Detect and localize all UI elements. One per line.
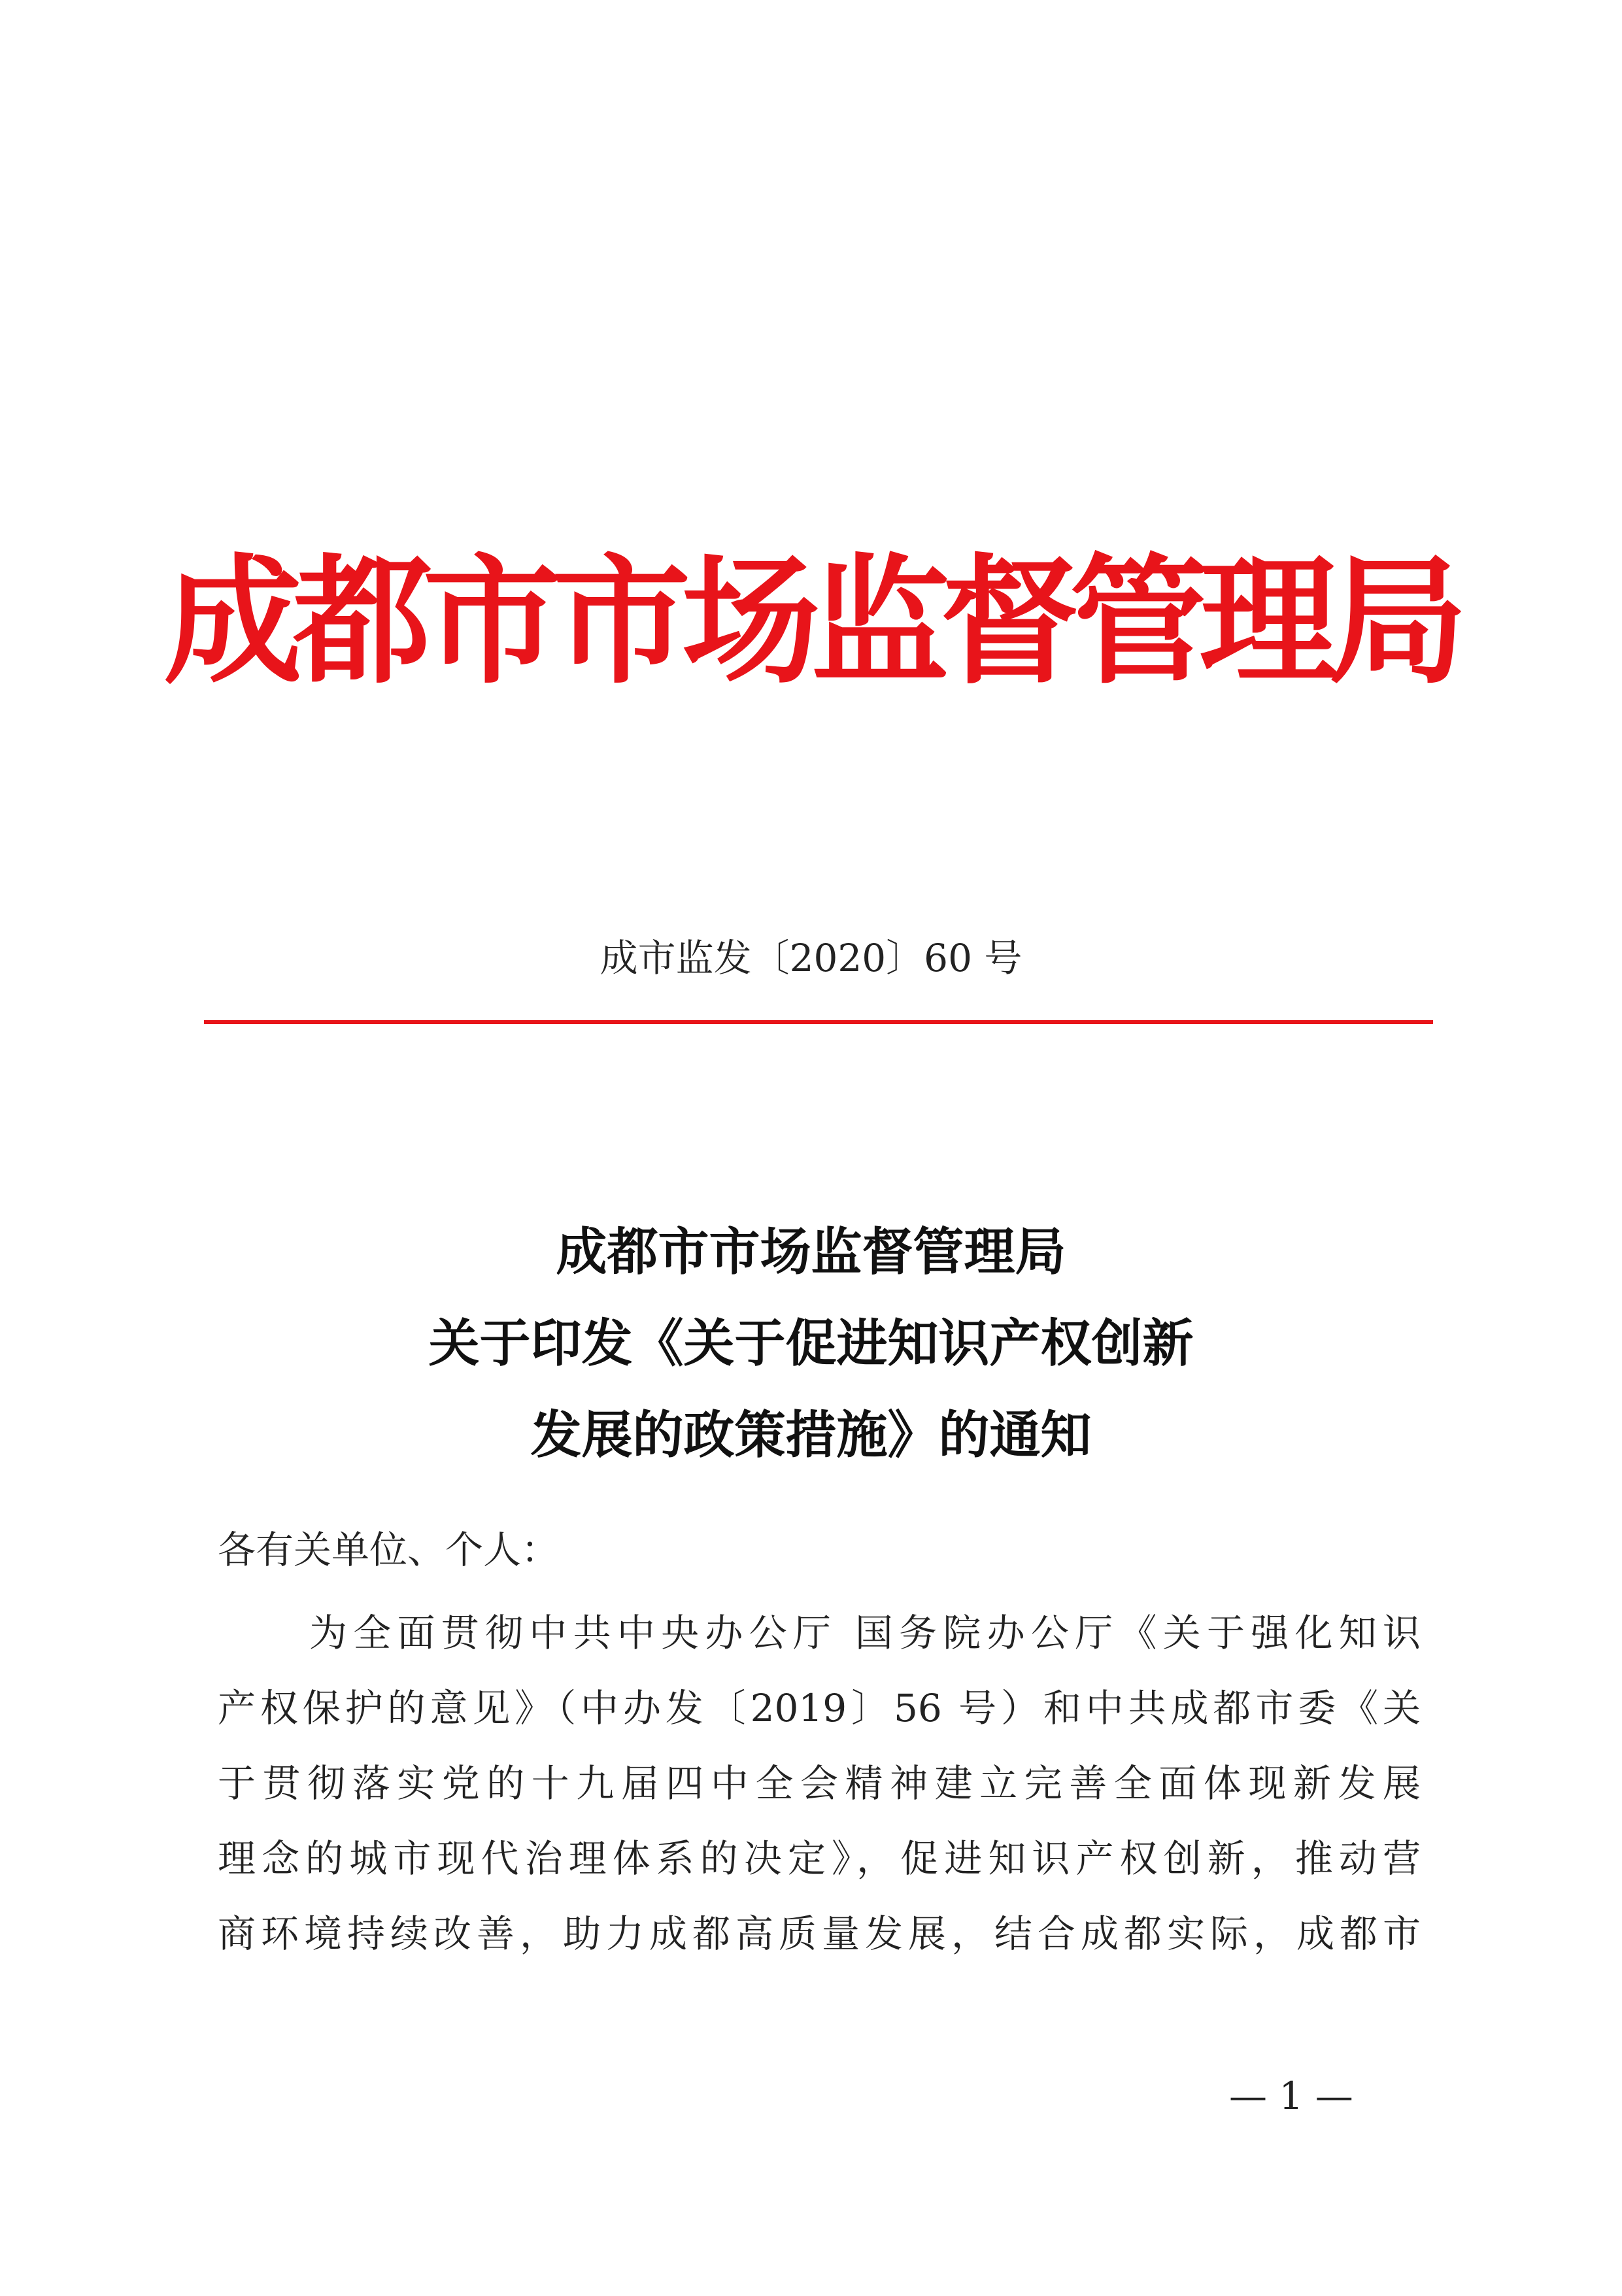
body-line: 产权保护的意见》（中办发〔2019〕56 号）和中共成都市委《关 bbox=[218, 1686, 1421, 1730]
title-line-1: 成都市市场监督管理局 bbox=[556, 1222, 1066, 1282]
red-divider-line bbox=[204, 1020, 1433, 1024]
masthead-org-name: 成都市市场监督管理局 bbox=[163, 540, 1459, 702]
page-number: — 1 — bbox=[1229, 2074, 1353, 2118]
body-line: 理念的城市现代治理体系的决定》，促进知识产权创新，推动营 bbox=[218, 1836, 1421, 1881]
title-line-3: 发展的政策措施》的通知 bbox=[530, 1405, 1092, 1465]
salutation: 各有关单位、个人： bbox=[218, 1528, 560, 1572]
body-paragraph bbox=[218, 1596, 1421, 1972]
body-line: 为全面贯彻中共中央办公厅 国务院办公厅《关于强化知识 bbox=[309, 1611, 1421, 1655]
title-line-2: 关于印发《关于促进知识产权创新 bbox=[428, 1314, 1194, 1373]
document-title bbox=[0, 1207, 1622, 1481]
body-line: 于贯彻落实党的十九届四中全会精神建立完善全面体现新发展 bbox=[218, 1761, 1421, 1806]
body-line: 商环境持续改善，助力成都高质量发展，结合成都实际，成都市 bbox=[218, 1911, 1421, 1956]
document-number: 成市监发〔2020〕60 号 bbox=[600, 936, 1022, 980]
